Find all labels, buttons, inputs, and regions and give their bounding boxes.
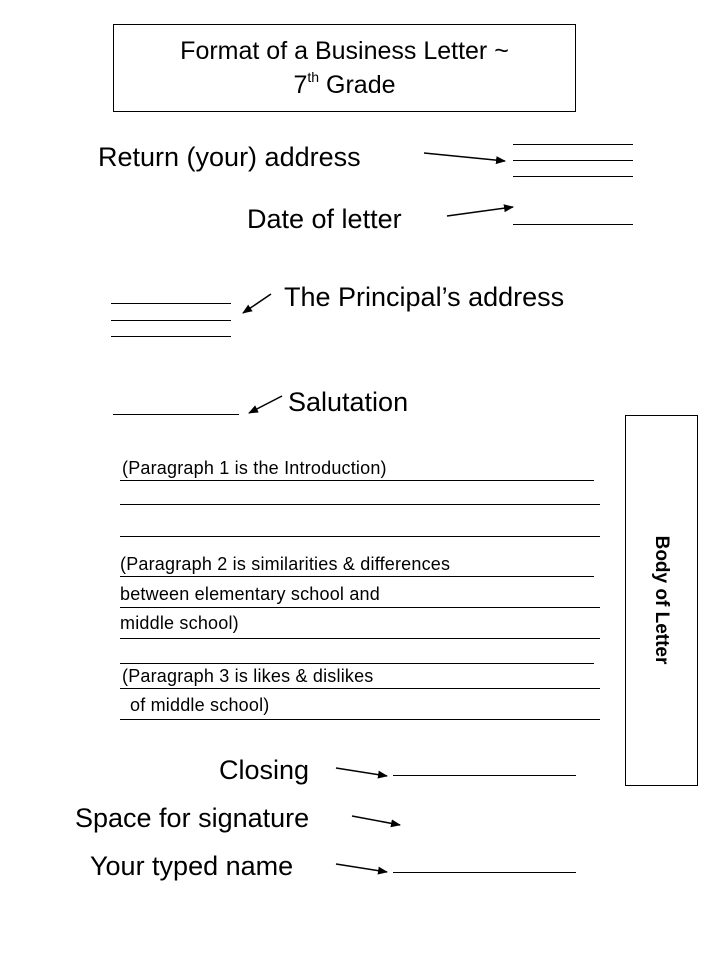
return-address-arrow [424,153,505,161]
body-line [120,607,600,608]
title-line-1: Format of a Business Letter ~ [180,37,509,65]
principal-address-label: The Principal’s address [284,282,565,312]
title-box [113,24,576,112]
salutation-arrow [249,396,282,413]
title-line-2 [114,68,575,102]
typed-name-arrow [336,864,387,872]
date-line [513,224,633,225]
paragraph-3-text-line-2: of middle school) [130,695,270,715]
title-grade-suffix: th [307,68,320,85]
closing-arrow [336,768,387,776]
body-line [120,688,600,689]
salutation-label: Salutation [288,387,409,417]
principal-address-line-3 [111,336,231,337]
body-line [120,576,594,577]
title-grade-number: 7 [293,71,308,99]
salutation-line [113,414,239,415]
typed-name-label: Your typed name [90,851,294,881]
body-line [120,638,600,639]
paragraph-2-text-line-1: (Paragraph 2 is similarities & differences [120,554,451,574]
typed-name-line [393,872,576,873]
paragraph-1-text: (Paragraph 1 is the Introduction) [122,458,387,478]
body-line [120,663,594,664]
paragraph-2-text-line-3: middle school) [120,613,239,633]
principal-address-line-2 [111,320,231,321]
body-line [120,719,600,720]
return-address-line-2 [513,160,633,161]
date-label: Date of letter [247,204,402,234]
return-address-label: Return (your) address [98,142,361,172]
principal-address-arrow [243,294,271,313]
signature-arrow [352,816,400,825]
principal-address-line-1 [111,303,231,304]
body-line [120,504,600,505]
date-arrow [447,207,513,216]
body-line [120,536,600,537]
closing-line [393,775,576,776]
signature-label: Space for signature [75,803,310,833]
body-line [120,480,594,481]
body-of-letter-label: Body of Letter [651,535,672,665]
paragraph-2-text-line-2: between elementary school and [120,584,380,604]
closing-label: Closing [219,755,310,785]
paragraph-3-text-line-1: (Paragraph 3 is likes & dislikes [122,666,374,686]
return-address-line-3 [513,176,633,177]
title-grade-word: Grade [319,71,396,99]
return-address-line-1 [513,144,633,145]
